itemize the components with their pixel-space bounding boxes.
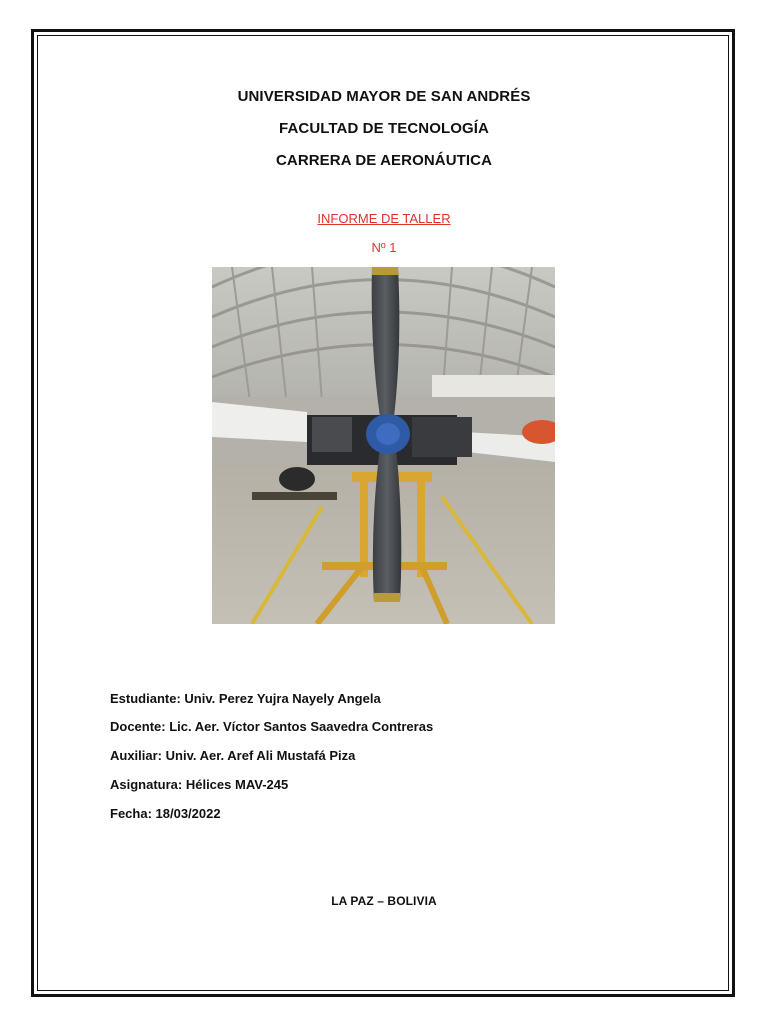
faculty-title: FACULTAD DE TECNOLOGÍA [279,120,489,137]
teacher-line: Docente: Lic. Aer. Víctor Santos Saavedra Contreras [110,719,434,734]
report-title [0,211,768,226]
subject-line: Asignatura: Hélices MAV-245 [110,777,289,792]
propeller-engine-image [212,267,555,624]
propeller-photo [212,267,555,624]
report-title-text: INFORME DE TALLER [317,211,451,226]
report-number: Nº 1 [371,240,397,255]
career-title: CARRERA DE AERONÁUTICA [275,152,493,169]
university-title: UNIVERSIDAD MAYOR DE SAN ANDRÉS [237,88,531,105]
location-footer: LA PAZ – BOLIVIA [331,894,437,908]
student-line: Estudiante: Univ. Perez Yujra Nayely Angela [110,691,381,706]
assistant-line: Auxiliar: Univ. Aer. Aref Ali Mustafá Piza [110,748,356,763]
date-line: Fecha: 18/03/2022 [110,806,221,821]
